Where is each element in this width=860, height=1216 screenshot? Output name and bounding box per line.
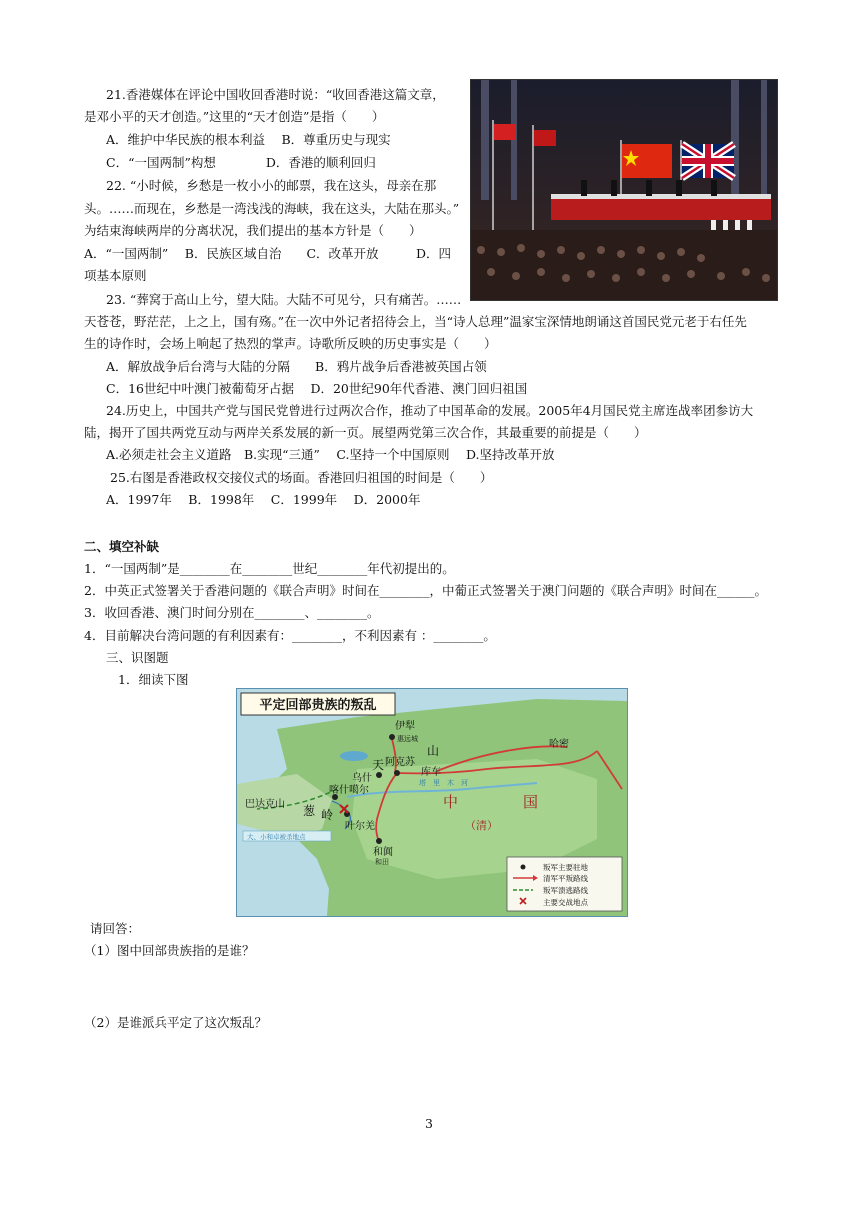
map-label-kashi: 喀什噶尔 [329, 785, 369, 796]
map-label-zhong: 中 [443, 793, 459, 811]
legend-garrison: 叛军主要驻地 [543, 863, 588, 872]
legend-battle: 主要交战地点 [543, 898, 588, 907]
map-label-huiyuan: 惠远城 [397, 735, 418, 743]
map-label-cong: 葱 [303, 804, 316, 818]
map-label-kuche: 库车 [421, 767, 441, 778]
map-label-akesu: 阿克苏 [385, 757, 415, 768]
page-number: 3 [425, 1116, 433, 1131]
section-3-intro: 1．细读下图 [118, 672, 189, 687]
q23-line1: 23. “葬窝于高山上兮，望大陆。大陆不可见兮，只有痛苦。…… [106, 292, 462, 307]
fill-blank-4: 4．目前解决台湾问题的有利因素有：________，不利因素有 ：________。 [84, 628, 496, 643]
section-2-heading: 二、填空补缺 [84, 539, 160, 554]
section-3-heading: 三、识图题 [106, 650, 169, 665]
legend-rebel-route: 叛军溃逃路线 [543, 886, 588, 895]
map-label-guo: 国 [523, 793, 539, 811]
q21-option-cd: C．“一国两制”构想 D．香港的顺利回归 [106, 155, 376, 170]
q21-line1: 21.香港媒体在评论中国收回香港时说：“收回香港这篇文章， [106, 87, 445, 102]
handover-ceremony-photo [470, 79, 778, 301]
map-label-yeerqiang: 叶尔羌 [345, 821, 375, 832]
map-label-yili: 伊犁 [395, 721, 415, 732]
q22-options: A．“一国两制” B．民族区域自治 C．改革开放 D．四 [84, 246, 452, 261]
map-label-hetian-small: 和田 [375, 858, 389, 866]
fill-blank-2: 2．中英正式签署关于香港问题的《联合声明》时间在________，中葡正式签署关于澳门问题的《联合声明》时间在______。 [84, 583, 767, 598]
map-label-badashan: 巴达克山 [245, 799, 285, 810]
q25-line1: 25.右图是香港政权交接仪式的场面。香港回归祖国的时间是（ ） [110, 470, 493, 485]
rebellion-map [236, 688, 628, 917]
q24-line1: 24.历史上，中国共产党与国民党曾进行过两次合作，推动了中国革命的发展。2005年4月国民党主席连战率团参访大 [106, 403, 754, 418]
question-2: （2）是谁派兵平定了这次叛乱？ [84, 1015, 267, 1030]
map-title: 平定回部贵族的叛乱 [259, 698, 377, 713]
map-label-hami: 哈密 [549, 739, 569, 750]
q22-line1: 22. “小时候，乡愁是一枚小小的邮票，我在这头，母亲在那 [106, 178, 437, 193]
q23-line2: 天苍苍，野茫茫，上之上，国有殇。”在一次中外记者招待会上，当“诗人总理”温家宝深情地朗诵这首国民党元老于右任先 [84, 314, 747, 329]
question-1: （1）图中回部贵族指的是谁？ [84, 943, 255, 958]
q24-options: A.必须走社会主义道路 B.实现“三通” C.坚持一个中国原则 D.坚持改革开放 [106, 447, 555, 462]
q22-line5: 项基本原则 [84, 268, 147, 283]
fill-blank-3: 3．收回香港、澳门时间分别在________、________。 [84, 605, 380, 620]
answer-prompt: 请回答： [90, 921, 141, 936]
q22-line3: 为结束海峡两岸的分离状况，我们提出的基本方针是（ ） [84, 223, 422, 238]
q21-option-ab: A．维护中华民族的根本利益 B．尊重历史与现实 [106, 132, 391, 147]
q23-line3: 生的诗作时，会场上响起了热烈的掌声。诗歌所反映的历史事实是（ ） [84, 336, 497, 351]
map-label-shan: 山 [427, 744, 440, 758]
q25-options: A．1997年 B．1998年 C．1999年 D．2000年 [106, 492, 421, 507]
map-label-qing: （清） [465, 819, 498, 832]
q23-option-cd: C．16世纪中叶澳门被葡萄牙占据 D．20世纪90年代香港、澳门回归祖国 [106, 381, 528, 396]
map-label-tarim: 塔 里 木 河 [419, 779, 468, 787]
map-label-tian: 天 [372, 758, 385, 772]
q22-line2: 头。……而现在，乡愁是一湾浅浅的海峡，我在这头，大陆在那头。” [84, 201, 460, 216]
legend-qing-route: 清军平叛路线 [543, 874, 588, 883]
map-label-ling: 岭 [321, 808, 334, 822]
q23-option-ab: A．解放战争后台湾与大陆的分隔 B．鸦片战争后香港被英国占领 [106, 359, 487, 374]
map-label-wushi: 乌什 [352, 773, 372, 784]
q24-line2: 陆，揭开了国共两党互动与两岸关系发展的新一页。展望两党第三次合作，其最重要的前提是（ ） [84, 425, 647, 440]
map-label-dahe: 大、小和卓被杀地点 [247, 833, 306, 841]
map-label-hetian: 和阗 [373, 847, 393, 858]
fill-blank-1: 1．“一国两制”是________在________世纪________年代初提出的。 [84, 561, 455, 576]
q21-line2: 是邓小平的天才创造。”这里的“天才创造”是指（ ） [84, 109, 385, 124]
